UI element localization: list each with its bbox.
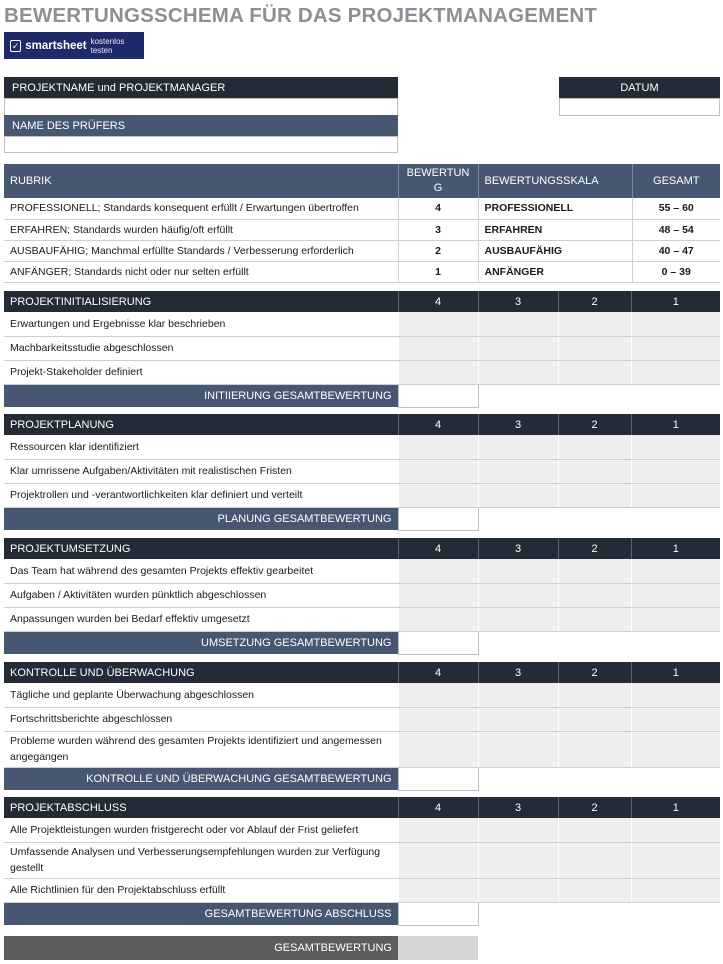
score-input-cell[interactable] (631, 607, 720, 631)
score-column-header: 2 (558, 538, 631, 559)
section-title: PROJEKTINITIALISIERUNG (4, 291, 398, 312)
score-input-cell[interactable] (478, 683, 558, 707)
score-input-cell[interactable] (558, 459, 631, 483)
section-table (4, 414, 720, 531)
section-total-row (4, 902, 720, 925)
rubric-score: 4 (398, 198, 478, 219)
score-input-cell[interactable] (478, 878, 558, 902)
score-input-cell[interactable] (631, 459, 720, 483)
rubric-score: 1 (398, 261, 478, 282)
score-column-header: 4 (398, 662, 478, 683)
section-total-spacer (478, 384, 720, 407)
section-total-label: UMSETZUNG GESAMTBEWERTUNG (4, 631, 398, 654)
criteria-label: Das Team hat während des gesamten Projekts effektiv gearbeitet (4, 559, 398, 583)
rubric-range: 55 – 60 (632, 198, 720, 219)
criteria-label: Aufgaben / Aktivitäten wurden pünktlich abgeschlossen (4, 583, 398, 607)
score-input-cell[interactable] (558, 878, 631, 902)
score-input-cell[interactable] (631, 483, 720, 507)
score-column-header: 3 (478, 291, 558, 312)
criteria-label: Machbarkeitsstudie abgeschlossen (4, 336, 398, 360)
score-input-cell[interactable] (631, 731, 720, 767)
score-input-cell[interactable] (558, 336, 631, 360)
section-total-spacer (478, 507, 720, 530)
score-column-header: 2 (558, 797, 631, 818)
score-input-cell[interactable] (398, 842, 478, 878)
criteria-row (4, 583, 720, 607)
score-input-cell[interactable] (631, 360, 720, 384)
reviewer-name-label: NAME DES PRÜFERS (4, 115, 398, 136)
score-input-cell[interactable] (558, 818, 631, 842)
score-input-cell[interactable] (478, 459, 558, 483)
criteria-row (4, 878, 720, 902)
section-total-row (4, 507, 720, 530)
score-input-cell[interactable] (398, 583, 478, 607)
grand-total-value (398, 936, 478, 960)
score-column-header: 4 (398, 797, 478, 818)
score-column-header: 1 (631, 662, 720, 683)
criteria-label: Erwartungen und Ergebnisse klar beschrieben (4, 312, 398, 336)
section-total-value (398, 631, 478, 654)
score-input-cell[interactable] (478, 731, 558, 767)
section-table (4, 291, 720, 408)
section-total-row (4, 631, 720, 654)
criteria-row (4, 818, 720, 842)
rubric-row (4, 261, 720, 282)
score-input-cell[interactable] (558, 683, 631, 707)
criteria-row (4, 483, 720, 507)
score-input-cell[interactable] (398, 312, 478, 336)
smartsheet-logo-link[interactable] (4, 32, 144, 59)
score-input-cell[interactable] (398, 559, 478, 583)
score-input-cell[interactable] (558, 559, 631, 583)
rubric-header-rubrik: RUBRIK (4, 164, 398, 198)
score-input-cell[interactable] (631, 559, 720, 583)
criteria-row (4, 683, 720, 707)
score-input-cell[interactable] (631, 312, 720, 336)
section-total-spacer (478, 902, 720, 925)
page-title: BEWERTUNGSSCHEMA FÜR DAS PROJEKTMANAGEMENT (4, 4, 598, 27)
section-table (4, 538, 720, 655)
score-column-header: 4 (398, 291, 478, 312)
date-label: DATUM (559, 77, 720, 98)
score-input-cell[interactable] (558, 583, 631, 607)
score-input-cell[interactable] (558, 842, 631, 878)
criteria-row (4, 336, 720, 360)
section-total-value (398, 507, 478, 530)
score-input-cell[interactable] (558, 607, 631, 631)
criteria-row (4, 360, 720, 384)
section-header-row (4, 797, 720, 818)
score-input-cell[interactable] (478, 559, 558, 583)
rubric-desc: AUSBAUFÄHIG; Manchmal erfüllte Standards / Verbesserung erforderlich (4, 240, 398, 261)
score-input-cell[interactable] (398, 818, 478, 842)
score-input-cell[interactable] (558, 483, 631, 507)
score-input-cell[interactable] (478, 483, 558, 507)
section-total-spacer (478, 767, 720, 790)
rubric-header-row (4, 164, 720, 198)
criteria-row (4, 312, 720, 336)
score-column-header: 2 (558, 414, 631, 435)
criteria-label: Anpassungen wurden bei Bedarf effektiv umgesetzt (4, 607, 398, 631)
score-input-cell[interactable] (398, 878, 478, 902)
score-input-cell[interactable] (558, 312, 631, 336)
score-input-cell[interactable] (478, 435, 558, 459)
score-column-header: 3 (478, 797, 558, 818)
section-title: PROJEKTABSCHLUSS (4, 797, 398, 818)
score-input-cell[interactable] (631, 842, 720, 878)
rubric-desc: PROFESSIONELL; Standards konsequent erfüllt / Erwartungen übertroffen (4, 198, 398, 219)
score-input-cell[interactable] (398, 707, 478, 731)
section-total-spacer (478, 631, 720, 654)
score-column-header: 3 (478, 414, 558, 435)
section-total-label: KONTROLLE UND ÜBERWACHUNG GESAMTBEWERTUNG (4, 767, 398, 790)
score-column-header: 3 (478, 538, 558, 559)
criteria-label: Projektrollen und -verantwortlichkeiten klar definiert und verteilt (4, 483, 398, 507)
criteria-row (4, 435, 720, 459)
score-input-cell[interactable] (558, 435, 631, 459)
score-input-cell[interactable] (478, 360, 558, 384)
score-column-header: 1 (631, 797, 720, 818)
grand-total-label: GESAMTBEWERTUNG (4, 936, 398, 960)
score-input-cell[interactable] (478, 818, 558, 842)
criteria-row (4, 707, 720, 731)
score-input-cell[interactable] (631, 336, 720, 360)
criteria-row (4, 731, 720, 767)
score-input-cell[interactable] (398, 435, 478, 459)
project-name-field[interactable] (4, 98, 398, 116)
criteria-label: Alle Projektleistungen wurden fristgerecht oder vor Ablauf der Frist geliefert (4, 818, 398, 842)
section-title: KONTROLLE UND ÜBERWACHUNG (4, 662, 398, 683)
section-total-value (398, 767, 478, 790)
checkmark-icon: ✓ (11, 40, 20, 51)
section-title: PROJEKTUMSETZUNG (4, 538, 398, 559)
criteria-label: Alle Richtlinien für den Projektabschluss erfüllt (4, 878, 398, 902)
score-input-cell[interactable] (478, 336, 558, 360)
criteria-label: Probleme wurden während des gesamten Projekts identifiziert und angemessen angegangen (4, 731, 398, 767)
section-total-label: GESAMTBEWERTUNG ABSCHLUSS (4, 902, 398, 925)
score-input-cell[interactable] (398, 360, 478, 384)
rubric-range: 40 – 47 (632, 240, 720, 261)
criteria-label: Ressourcen klar identifiziert (4, 435, 398, 459)
section-total-row (4, 767, 720, 790)
section-total-label: INITIIERUNG GESAMTBEWERTUNG (4, 384, 398, 407)
criteria-row (4, 559, 720, 583)
score-column-header: 2 (558, 662, 631, 683)
score-input-cell[interactable] (398, 683, 478, 707)
score-input-cell[interactable] (398, 336, 478, 360)
criteria-row (4, 459, 720, 483)
score-input-cell[interactable] (558, 731, 631, 767)
logo-trial-text: kostenlos testen (90, 36, 125, 55)
logo-brand: smartsheet (25, 39, 87, 52)
criteria-label: Klar umrissene Aufgaben/Aktivitäten mit realistischen Fristen (4, 459, 398, 483)
rubric-row (4, 240, 720, 261)
rubric-header-gesamt: GESAMT (632, 164, 720, 198)
score-column-header: 1 (631, 538, 720, 559)
section-header-row (4, 291, 720, 312)
section-header-row (4, 414, 720, 435)
score-input-cell[interactable] (478, 312, 558, 336)
score-column-header: 2 (558, 291, 631, 312)
score-input-cell[interactable] (631, 435, 720, 459)
rubric-scale: AUSBAUFÄHIG (478, 240, 632, 261)
score-input-cell[interactable] (478, 583, 558, 607)
score-column-header: 3 (478, 662, 558, 683)
section-header-row (4, 662, 720, 683)
rubric-scale: ERFAHREN (478, 219, 632, 240)
section-total-value (398, 902, 478, 925)
section-total-row (4, 384, 720, 407)
criteria-row (4, 842, 720, 878)
criteria-label: Fortschrittsberichte abgeschlossen (4, 707, 398, 731)
section-header-row (4, 538, 720, 559)
score-column-header: 1 (631, 414, 720, 435)
section-title: PROJEKTPLANUNG (4, 414, 398, 435)
score-input-cell[interactable] (398, 607, 478, 631)
section-table (4, 797, 720, 926)
rubric-desc: ANFÄNGER; Standards nicht oder nur selten erfüllt (4, 261, 398, 282)
rubric-desc: ERFAHREN; Standards wurden häufig/oft erfüllt (4, 219, 398, 240)
date-field[interactable] (559, 98, 720, 116)
score-input-cell[interactable] (631, 583, 720, 607)
rubric-range: 0 – 39 (632, 261, 720, 282)
rubric-row (4, 198, 720, 219)
reviewer-name-field[interactable] (4, 136, 398, 153)
criteria-label: Umfassende Analysen und Verbesserungsempfehlungen wurden zur Verfügung gestellt (4, 842, 398, 878)
score-input-cell[interactable] (631, 818, 720, 842)
score-input-cell[interactable] (558, 360, 631, 384)
score-input-cell[interactable] (398, 483, 478, 507)
score-input-cell[interactable] (558, 707, 631, 731)
score-input-cell[interactable] (478, 842, 558, 878)
rubric-header-skala: BEWERTUNGSSKALA (478, 164, 632, 198)
score-column-header: 4 (398, 414, 478, 435)
score-input-cell[interactable] (398, 459, 478, 483)
criteria-label: Tägliche und geplante Überwachung abgeschlossen (4, 683, 398, 707)
score-input-cell[interactable] (631, 878, 720, 902)
rubric-range: 48 – 54 (632, 219, 720, 240)
score-input-cell[interactable] (631, 683, 720, 707)
score-column-header: 1 (631, 291, 720, 312)
score-input-cell[interactable] (478, 707, 558, 731)
grand-total-table (4, 936, 478, 960)
criteria-label: Projekt-Stakeholder definiert (4, 360, 398, 384)
section-total-label: PLANUNG GESAMTBEWERTUNG (4, 507, 398, 530)
score-column-header: 4 (398, 538, 478, 559)
rubric-header-bewertung-text: BEWERTUN G (406, 167, 470, 194)
rubric-header-bewertung (398, 164, 478, 198)
score-input-cell[interactable] (631, 707, 720, 731)
score-input-cell[interactable] (398, 731, 478, 767)
rubric-scale: ANFÄNGER (478, 261, 632, 282)
rubric-score: 3 (398, 219, 478, 240)
section-table (4, 662, 720, 791)
section-total-value (398, 384, 478, 407)
rubric-table (4, 164, 720, 283)
rubric-row (4, 219, 720, 240)
criteria-row (4, 607, 720, 631)
project-name-label: PROJEKTNAME und PROJEKTMANAGER (4, 77, 398, 98)
score-input-cell[interactable] (478, 607, 558, 631)
rubric-score: 2 (398, 240, 478, 261)
rubric-scale: PROFESSIONELL (478, 198, 632, 219)
